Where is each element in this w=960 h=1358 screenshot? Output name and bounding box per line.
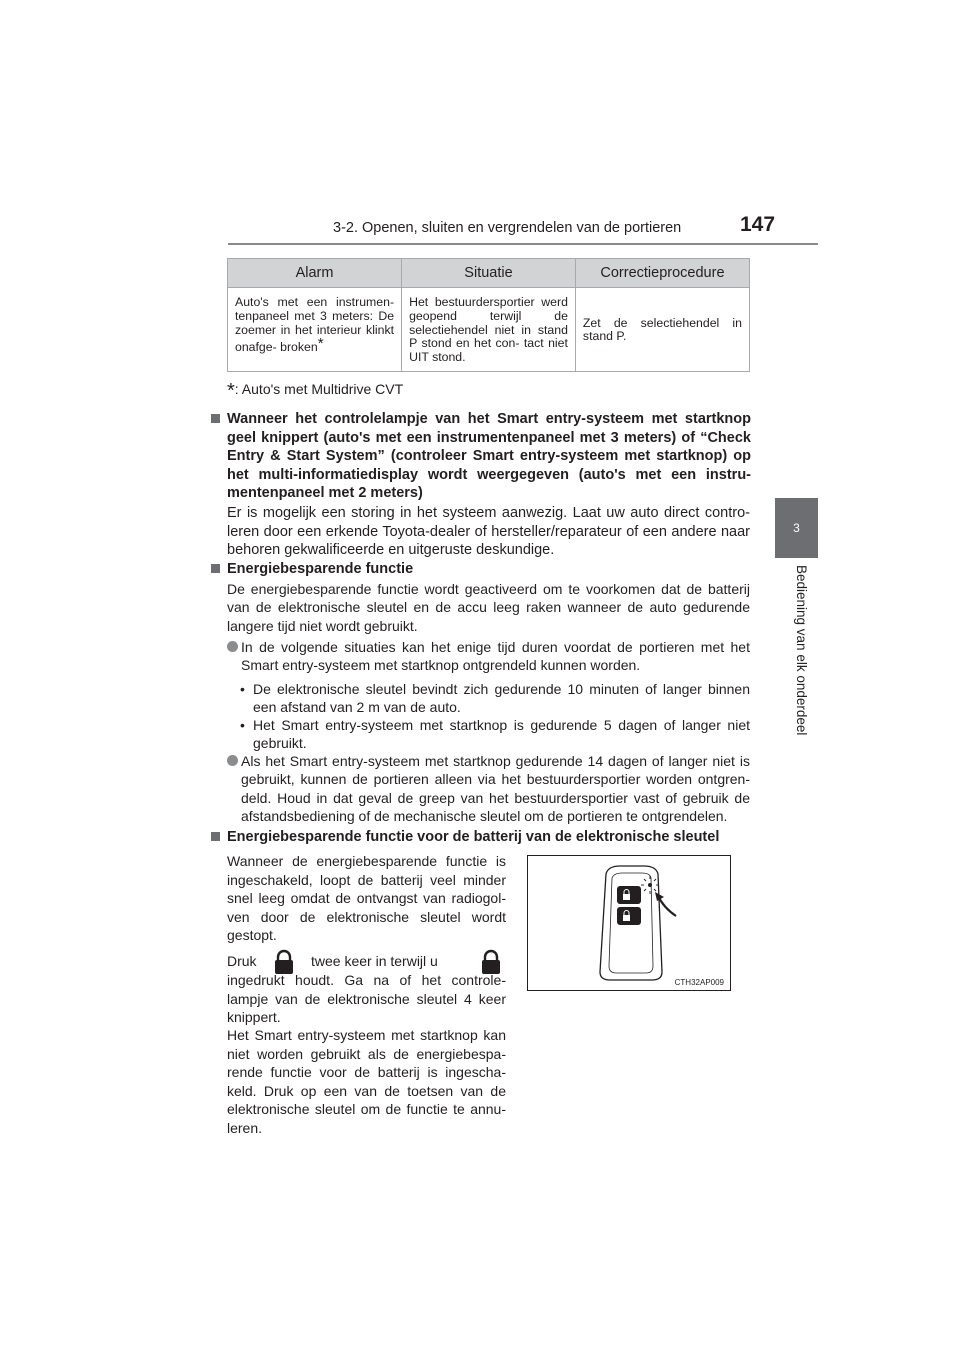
key-battery-body-2: ingedrukt houdt. Ga na of het controle- lampje van de elektronische sleutel 4 keer knippert. bbox=[227, 972, 506, 1025]
key-battery-body-1: Wanneer de energiebesparende functie is ingeschakeld, loopt de batterij veel minder snel leeg omdat de ontvangst van radiogol- ven door de elektronische sleutel wordt gestopt. bbox=[227, 853, 506, 943]
table-row bbox=[228, 288, 750, 372]
key-battery-body-3: Het Smart entry-systeem met startknop kan niet worden gebruikt als de energiebespa- rende functie voor de batterij is ingescha- keld. Druk op een van de toetsen van de elektronische sleutel om de functie te annu- leren. bbox=[227, 1027, 506, 1136]
instruction-twee: twee keer in terwijl u bbox=[311, 953, 438, 969]
section-heading-energy-saving: Energiebesparende functie bbox=[211, 560, 751, 579]
list-item: Als het Smart entry-systeem met startknop gedurende 14 dagen of langer niet is gebruikt, kunnen de portieren alleen via het bestuurdersportier worden ontgren- deld. Houd in dat geval de greep van het bestuurdersportier vast of gebruik de afstandsbediening of de mechanische sleutel om de portieren te ontgrendelen. bbox=[227, 752, 750, 826]
cell-alarm: Auto's met een instrumen- tenpaneel met 3 meters: De zoemer in het interieur klinkt onafge- broken* bbox=[228, 288, 402, 372]
sub-bullet-marker: • bbox=[240, 681, 245, 697]
footnote-star: * bbox=[227, 380, 235, 402]
sub-list-item: • Het Smart entry-systeem met startknop is gedurende 5 dagen of langer niet gebruikt. bbox=[240, 717, 750, 752]
instruction-druk: Druk bbox=[227, 953, 257, 969]
sub-bullet-marker: • bbox=[240, 717, 245, 733]
circle-bullet-icon bbox=[227, 641, 238, 652]
column-header-correction: Correctieprocedure bbox=[575, 259, 749, 288]
header-rule bbox=[228, 243, 818, 245]
footnote bbox=[227, 380, 403, 403]
electronic-key-figure bbox=[527, 855, 731, 991]
electronic-key-icon bbox=[528, 856, 730, 990]
figure-code: CTH32AP009 bbox=[674, 978, 724, 987]
cell-situation: Het bestuurdersportier werd geopend terwijl de selectiehendel niet in stand P stond en het con- tact niet UIT stond. bbox=[402, 288, 576, 372]
column-header-situation: Situatie bbox=[402, 259, 576, 288]
section-body-energy-saving: De energiebesparende functie wordt geactiveerd om te voorkomen dat de batterij van de elektronische sleutel en de accu leeg raken wanneer de auto gedurende langere tijd niet wordt gebruikt. bbox=[227, 581, 750, 634]
footnote-marker: * bbox=[317, 335, 324, 353]
header-title: 3-2. Openen, sluiten en vergrendelen van de portieren bbox=[333, 220, 682, 236]
sub-list-item: • De elektronische sleutel bevindt zich gedurende 10 minuten of langer binnen een afstand van 2 m van de auto. bbox=[240, 681, 750, 716]
cell-correction: Zet de selectiehendel in stand P. bbox=[575, 288, 749, 372]
table-header-row bbox=[228, 259, 750, 288]
chapter-label: Bediening van elk onderdeel bbox=[794, 565, 809, 736]
alarm-table bbox=[227, 258, 750, 372]
circle-bullet-icon bbox=[227, 755, 238, 766]
chapter-tab: 3 bbox=[775, 498, 818, 558]
section-body-warning-light: Er is mogelijk een storing in het systeem aanwezig. Laat uw auto direct contro- leren door een erkende Toyota-dealer of hersteller/reparateur of een andere naar behoren gekwalificeerde en uitgeruste deskundige. bbox=[227, 505, 750, 559]
section-heading-key-battery: Energiebesparende functie voor de batterij van de elektronische sleutel bbox=[211, 828, 751, 847]
section-heading-warning-light: Wanneer het controlelampje van het Smart entry-systeem met startknop geel knippert (auto's met een instrumentenpaneel met 3 meters) of “Check Entry & Start System” (controleer Smart entry-systeem met startknop) op het multi-informatiedisplay wordt weergegeven (auto's met een instru- mentenpaneel met 2 meters) bbox=[211, 410, 751, 503]
square-bullet-icon bbox=[211, 564, 220, 573]
list-item: In de volgende situaties kan het enige tijd duren voordat de portieren met het Smart entry-systeem met startknop ontgrendeld kunnen worden. bbox=[227, 638, 750, 675]
square-bullet-icon bbox=[211, 832, 220, 841]
footnote-text: : Auto's met Multidrive CVT bbox=[234, 381, 404, 397]
column-header-alarm: Alarm bbox=[228, 259, 402, 288]
page-number: 147 bbox=[740, 213, 776, 236]
square-bullet-icon bbox=[211, 414, 220, 423]
